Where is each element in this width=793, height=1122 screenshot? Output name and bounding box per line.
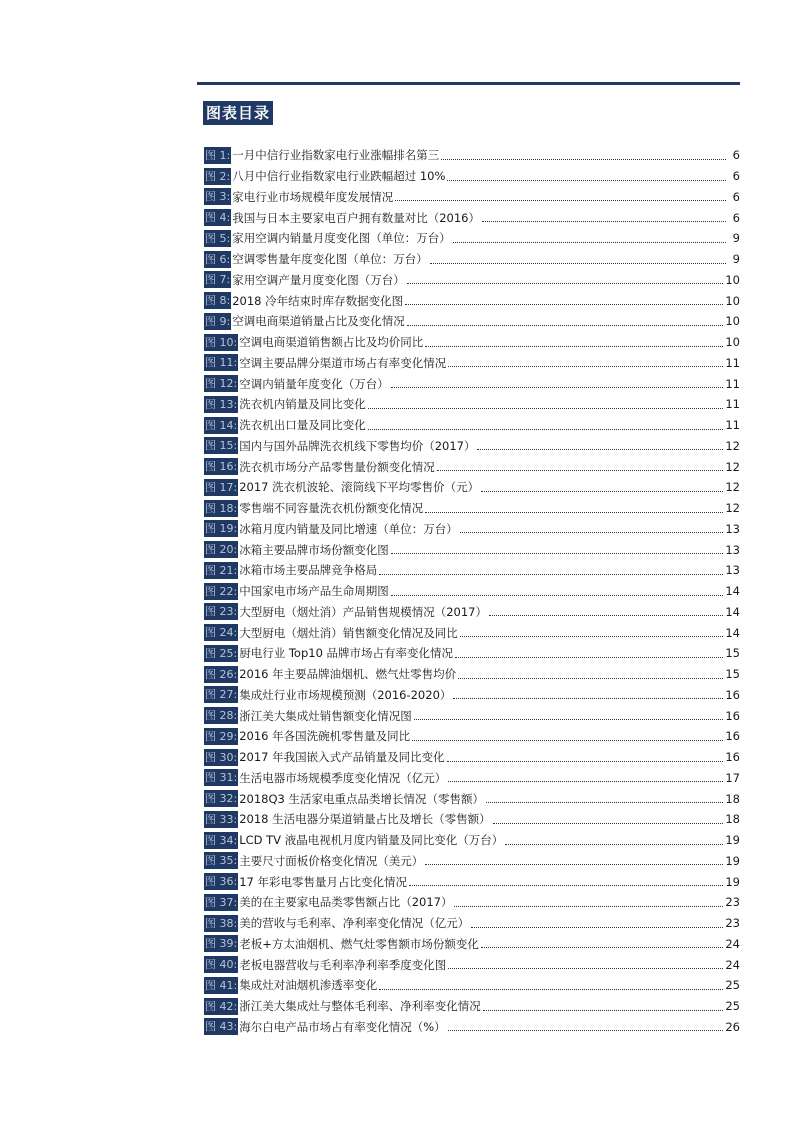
dot-leader — [405, 304, 723, 305]
dot-leader — [448, 968, 723, 969]
figure-title: 海尔白电产品市场占有率变化情况（%） — [239, 1019, 446, 1034]
page-number: 25 — [725, 978, 740, 993]
figure-title: 冰箱市场主要品牌竞争格局 — [239, 563, 378, 578]
figure-label: 图 9: — [205, 314, 231, 328]
figure-label: 图 19: — [205, 522, 238, 536]
dot-leader — [391, 387, 724, 388]
figure-label: 图 3: — [205, 190, 231, 204]
dot-leader — [448, 366, 723, 367]
dot-leader — [414, 719, 724, 720]
page-number: 6 — [732, 169, 740, 184]
page-number: 9 — [732, 252, 740, 267]
figure-title: 17 年彩电零售量月占比变化情况 — [239, 874, 407, 889]
page-number: 12 — [725, 501, 740, 516]
page-number: 14 — [725, 604, 740, 619]
page-number: 17 — [725, 770, 740, 785]
figure-title: 空调电商渠道销量占比及变化情况 — [232, 314, 405, 329]
figure-label: 图 32: — [205, 792, 238, 806]
dot-leader — [437, 470, 724, 471]
figure-label: 图 20: — [205, 543, 238, 557]
figure-title: 我国与日本主要家电百户拥有数量对比（2016） — [232, 210, 480, 225]
dot-leader — [505, 844, 723, 845]
dot-leader — [481, 947, 724, 948]
figure-title: 家用空调内销量月度变化图（单位：万台） — [232, 231, 451, 246]
toc-list — [204, 145, 740, 1037]
toc-entry[interactable] — [204, 560, 740, 581]
page-number: 13 — [725, 542, 740, 557]
toc-entry[interactable] — [204, 726, 740, 747]
figure-label: 图 39: — [205, 937, 238, 951]
toc-entry[interactable] — [204, 996, 740, 1017]
toc-entry[interactable] — [204, 249, 740, 270]
figure-label: 图 30: — [205, 750, 238, 764]
dot-leader — [453, 242, 726, 243]
figure-label: 图 33: — [205, 812, 238, 826]
dot-leader — [460, 532, 724, 533]
dot-leader — [493, 823, 724, 824]
toc-entry[interactable] — [204, 664, 740, 685]
page-number: 6 — [732, 210, 740, 225]
toc-entry[interactable] — [204, 788, 740, 809]
figure-title: 八月中信行业指数家电行业跌幅超过 10% — [232, 169, 446, 184]
page-number: 13 — [725, 563, 740, 578]
dot-leader — [395, 200, 726, 201]
toc-entry[interactable] — [204, 228, 740, 249]
toc-entry[interactable] — [204, 270, 740, 291]
toc-entry[interactable] — [204, 1017, 740, 1038]
figure-label: 图 7: — [205, 273, 231, 287]
page-number: 24 — [725, 936, 740, 951]
dot-leader — [453, 698, 723, 699]
toc-entry[interactable] — [204, 456, 740, 477]
toc-title: 图表目录 — [203, 101, 273, 125]
page-number: 16 — [725, 750, 740, 765]
figure-label: 图 21: — [205, 563, 238, 577]
toc-entry[interactable] — [204, 353, 740, 374]
toc-entry[interactable] — [204, 519, 740, 540]
dot-leader — [425, 512, 723, 513]
toc-entry[interactable] — [204, 830, 740, 851]
page-number: 23 — [725, 916, 740, 931]
toc-entry[interactable] — [204, 436, 740, 457]
figure-title: 空调主要品牌分渠道市场占有率变化情况 — [239, 355, 447, 370]
page-number: 10 — [725, 293, 740, 308]
dot-leader — [368, 408, 724, 409]
dot-leader — [379, 574, 723, 575]
figure-title: 2016 年主要品牌油烟机、燃气灶零售均价 — [239, 667, 457, 682]
figure-title: 浙江美大集成灶与整体毛利率、净利率变化情况 — [239, 999, 481, 1014]
figure-label: 图 29: — [205, 729, 238, 743]
figure-title: 浙江美大集成灶销售额变化情况图 — [239, 708, 412, 723]
toc-entry[interactable] — [204, 892, 740, 913]
dot-leader — [486, 802, 723, 803]
page-number: 19 — [725, 853, 740, 868]
dot-leader — [454, 906, 723, 907]
dot-leader — [460, 636, 724, 637]
figure-label: 图 37: — [205, 895, 238, 909]
figure-label: 图 8: — [205, 294, 231, 308]
figure-label: 图 22: — [205, 584, 238, 598]
figure-label: 图 2: — [205, 169, 231, 183]
dot-leader — [407, 283, 724, 284]
dot-leader — [368, 429, 724, 430]
figure-title: 零售端不同容量洗衣机份额变化情况 — [239, 501, 424, 516]
figure-label: 图 16: — [205, 460, 238, 474]
toc-entry[interactable] — [204, 539, 740, 560]
toc-entry[interactable] — [204, 581, 740, 602]
toc-entry[interactable] — [204, 705, 740, 726]
toc-entry[interactable] — [204, 934, 740, 955]
dot-leader — [409, 885, 723, 886]
figure-label: 图 26: — [205, 667, 238, 681]
figure-title: 一月中信行业指数家电行业涨幅排名第三 — [232, 148, 440, 163]
toc-entry[interactable] — [204, 477, 740, 498]
toc-entry[interactable] — [204, 373, 740, 394]
figure-label: 图 43: — [205, 1020, 238, 1034]
figure-title: 2018 生活电器分渠道销量占比及增长（零售额） — [239, 812, 491, 827]
header-rule — [197, 82, 740, 85]
dot-leader — [455, 657, 723, 658]
figure-label: 图 15: — [205, 439, 238, 453]
page-number: 23 — [725, 895, 740, 910]
page-number: 16 — [725, 729, 740, 744]
toc-entry[interactable] — [204, 747, 740, 768]
figure-label: 图 14: — [205, 418, 238, 432]
figure-label: 图 4: — [205, 211, 231, 225]
figure-label: 图 6: — [205, 252, 231, 266]
page-number: 26 — [725, 1019, 740, 1034]
toc-entry[interactable] — [204, 768, 740, 789]
figure-label: 图 28: — [205, 709, 238, 723]
figure-title: 2017 年我国嵌入式产品销量及同比变化 — [239, 750, 445, 765]
toc-entry[interactable] — [204, 187, 740, 208]
toc-entry[interactable] — [204, 809, 740, 830]
toc-entry[interactable] — [204, 145, 740, 166]
figure-label: 图 38: — [205, 916, 238, 930]
figure-title: 中国家电市场产品生命周期图 — [239, 584, 389, 599]
toc-entry[interactable] — [204, 871, 740, 892]
figure-label: 图 40: — [205, 958, 238, 972]
page-number: 11 — [725, 355, 740, 370]
dot-leader — [448, 1030, 724, 1031]
figure-title: 集成灶行业市场规模预测（2016-2020） — [239, 687, 452, 702]
figure-label: 图 34: — [205, 833, 238, 847]
toc-entry[interactable] — [204, 207, 740, 228]
toc-entry[interactable] — [204, 954, 740, 975]
figure-label: 图 36: — [205, 875, 238, 889]
figure-label: 图 11: — [205, 356, 238, 370]
figure-label: 图 18: — [205, 501, 238, 515]
figure-title: 主要尺寸面板价格变化情况（美元） — [239, 853, 424, 868]
toc-entry[interactable] — [204, 166, 740, 187]
figure-title: 2018 冷年结束时库存数据变化图 — [232, 293, 404, 308]
toc-entry[interactable] — [204, 643, 740, 664]
page-number: 18 — [725, 791, 740, 806]
page-number: 15 — [725, 646, 740, 661]
figure-title: 冰箱主要品牌市场份额变化图 — [239, 542, 389, 557]
figure-title: 家用空调产量月度变化图（万台） — [232, 272, 405, 287]
figure-title: LCD TV 液晶电视机月度内销量及同比变化（万台） — [239, 833, 504, 848]
figure-title: 美的在主要家电品类零售额占比（2017） — [239, 895, 453, 910]
page-number: 19 — [725, 833, 740, 848]
dot-leader — [447, 180, 726, 181]
figure-title: 空调零售量年度变化图（单位：万台） — [232, 252, 428, 267]
figure-label: 图 24: — [205, 626, 238, 640]
toc-entry[interactable] — [204, 415, 740, 436]
toc-entry[interactable] — [204, 685, 740, 706]
figure-title: 2016 年各国洗碗机零售量及同比 — [239, 729, 411, 744]
dot-leader — [482, 221, 726, 222]
page-number: 13 — [725, 521, 740, 536]
page-number: 25 — [725, 999, 740, 1014]
dot-leader — [471, 927, 723, 928]
toc-entry[interactable] — [204, 311, 740, 332]
toc-entry[interactable] — [204, 851, 740, 872]
dot-leader — [483, 1010, 724, 1011]
page-number: 6 — [732, 148, 740, 163]
page-number: 10 — [725, 272, 740, 287]
page-number: 12 — [725, 480, 740, 495]
dot-leader — [425, 346, 723, 347]
figure-title: 老板电器营收与毛利率净利率季度变化图 — [239, 957, 447, 972]
dot-leader — [407, 325, 724, 326]
figure-title: 厨电行业 Top10 品牌市场占有率变化情况 — [239, 646, 454, 661]
page-number: 24 — [725, 957, 740, 972]
page-number: 11 — [725, 397, 740, 412]
figure-title: 集成灶对油烟机渗透率变化 — [239, 978, 378, 993]
dot-leader — [412, 740, 723, 741]
dot-leader — [430, 263, 726, 264]
toc-entry[interactable] — [204, 332, 740, 353]
page-number: 10 — [725, 335, 740, 350]
figure-title: 美的营收与毛利率、净利率变化情况（亿元） — [239, 916, 470, 931]
page-number: 16 — [725, 687, 740, 702]
figure-title: 大型厨电（烟灶消）销售额变化情况及同比 — [239, 625, 458, 640]
page-number: 12 — [725, 438, 740, 453]
figure-label: 图 23: — [205, 605, 238, 619]
page-number: 10 — [725, 314, 740, 329]
figure-label: 图 5: — [205, 231, 231, 245]
figure-title: 生活电器市场规模季度变化情况（亿元） — [239, 770, 447, 785]
dot-leader — [391, 553, 724, 554]
page-number: 9 — [732, 231, 740, 246]
toc-entry[interactable] — [204, 622, 740, 643]
toc-entry[interactable] — [204, 290, 740, 311]
figure-title: 洗衣机市场分产品零售量份额变化情况 — [239, 459, 435, 474]
figure-label: 图 42: — [205, 999, 238, 1013]
toc-entry[interactable] — [204, 498, 740, 519]
toc-entry[interactable] — [204, 394, 740, 415]
figure-label: 图 13: — [205, 397, 238, 411]
figure-title: 洗衣机内销量及同比变化 — [239, 397, 366, 412]
toc-entry[interactable] — [204, 975, 740, 996]
toc-entry[interactable] — [204, 913, 740, 934]
figure-title: 2017 洗衣机波轮、滚筒线下平均零售价（元） — [239, 480, 480, 495]
figure-title: 洗衣机出口量及同比变化 — [239, 418, 366, 433]
page-number: 18 — [725, 812, 740, 827]
page-number: 11 — [725, 418, 740, 433]
page-number: 14 — [725, 625, 740, 640]
figure-title: 老板+方太油烟机、燃气灶零售额市场份额变化 — [239, 936, 479, 951]
figure-title: 空调内销量年度变化（万台） — [239, 376, 389, 391]
figure-label: 图 35: — [205, 854, 238, 868]
figure-title: 家电行业市场规模年度发展情况 — [232, 189, 394, 204]
dot-leader — [379, 989, 723, 990]
page-number: 6 — [732, 189, 740, 204]
page-number: 12 — [725, 459, 740, 474]
dot-leader — [448, 781, 723, 782]
figure-title: 国内与国外品牌洗衣机线下零售均价（2017） — [239, 438, 476, 453]
page-number: 11 — [725, 376, 740, 391]
page-number: 14 — [725, 584, 740, 599]
dot-leader — [477, 449, 723, 450]
toc-entry[interactable] — [204, 602, 740, 623]
figure-label: 图 27: — [205, 688, 238, 702]
figure-label: 图 17: — [205, 480, 238, 494]
figure-label: 图 12: — [205, 377, 238, 391]
dot-leader — [447, 761, 724, 762]
dot-leader — [441, 159, 726, 160]
dot-leader — [391, 595, 724, 596]
page-number: 16 — [725, 708, 740, 723]
figure-title: 空调电商渠道销售额占比及均价同比 — [239, 335, 424, 350]
page-number: 19 — [725, 874, 740, 889]
figure-label: 图 41: — [205, 978, 238, 992]
figure-label: 图 25: — [205, 646, 238, 660]
figure-label: 图 31: — [205, 771, 238, 785]
figure-title: 2018Q3 生活家电重点品类增长情况（零售额） — [239, 791, 484, 806]
dot-leader — [489, 615, 723, 616]
dot-leader — [481, 491, 723, 492]
page-number: 15 — [725, 667, 740, 682]
figure-title: 大型厨电（烟灶消）产品销售规模情况（2017） — [239, 604, 487, 619]
figure-label: 图 10: — [205, 335, 238, 349]
figure-title: 冰箱月度内销量及同比增速（单位：万台） — [239, 521, 458, 536]
dot-leader — [425, 864, 723, 865]
figure-label: 图 1: — [205, 148, 231, 162]
dot-leader — [458, 678, 723, 679]
